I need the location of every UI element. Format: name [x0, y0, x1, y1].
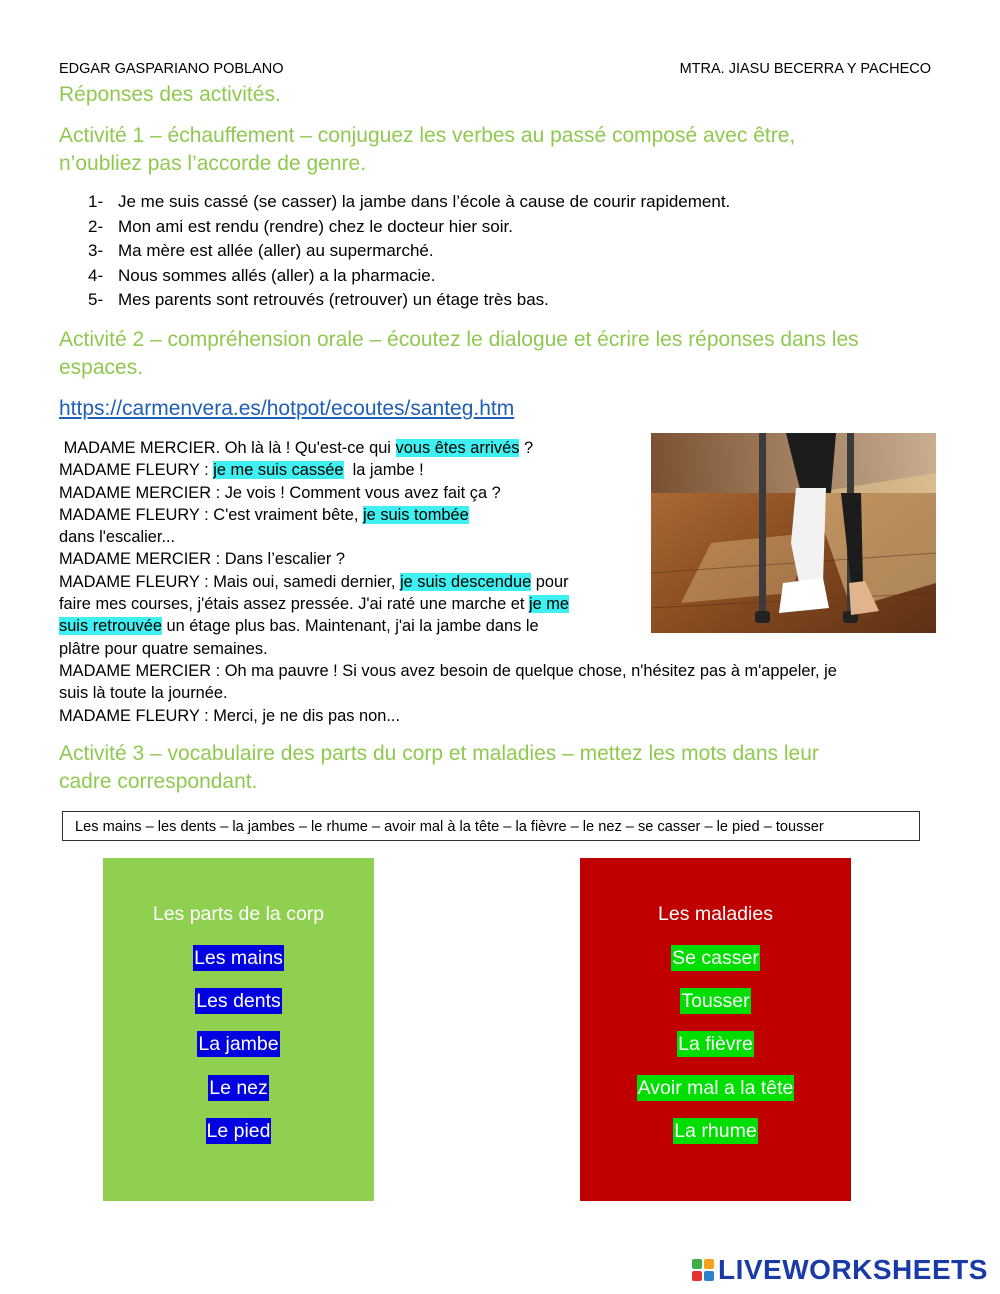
list-item — [88, 215, 730, 240]
activity-1-heading-line2: n’oubliez pas l’accorde de genre. — [59, 152, 367, 175]
dialogue-text-segment: MADAME MERCIER. Oh là là ! Qu'est-ce qui — [59, 439, 396, 457]
logo-square — [692, 1259, 702, 1269]
logo-square — [704, 1271, 714, 1281]
drop-item[interactable] — [103, 945, 374, 971]
illnesses-title: Les maladies — [658, 903, 773, 925]
answer-word: La fièvre — [678, 1033, 753, 1055]
dialogue-text-segment: faire mes courses, j'étais assez pressée. J'ai raté une marche et — [59, 595, 529, 614]
drop-item[interactable] — [103, 988, 374, 1014]
activity-3-heading-line1: Activité 3 – vocabulaire des parts du corp et maladies – mettez les mots dans leur — [59, 742, 819, 765]
logo-wordmark: LIVEWORKSHEETS — [718, 1254, 988, 1285]
dialogue-line — [59, 459, 929, 481]
body-parts-box — [103, 858, 374, 1201]
logo-square — [692, 1271, 702, 1281]
teacher-name: MTRA. JIASU BECERRA Y PACHECO — [679, 61, 931, 77]
drop-item[interactable] — [580, 988, 851, 1014]
liveworksheets-logo — [692, 1254, 988, 1286]
activity-2-heading — [59, 326, 959, 382]
answer-word: Avoir mal a la tête — [637, 1077, 794, 1099]
drop-item[interactable] — [103, 1075, 374, 1101]
activity-3-heading — [59, 740, 959, 796]
activity-1-list — [88, 190, 730, 313]
list-text: Mon ami est rendu (rendre) chez le docteur hier soir. — [118, 216, 513, 236]
answer-word: Se casser — [672, 947, 759, 969]
list-text: Nous sommes allés (aller) a la pharmacie. — [118, 265, 436, 285]
answer-word: Les dents — [196, 990, 281, 1012]
answer-highlight: suis retrouvée — [59, 617, 162, 636]
dialogue-text-segment: la jambe ! — [343, 461, 424, 480]
dialogue-line: MADAME MERCIER : Oh ma pauvre ! Si vous avez besoin de quelque chose, n'hésitez pas à m'appeler, je — [59, 661, 837, 680]
activity-2-heading-line1: Activité 2 – compréhension orale – écoutez le dialogue et écrire les réponses dans les — [59, 328, 859, 351]
word-bank: Les mains – les dents – la jambes – le rhume – avoir mal à la tête – la fièvre – le nez – se casser – le pied – tousser — [62, 811, 920, 841]
dialogue-text — [59, 437, 929, 727]
dialogue-line — [59, 593, 929, 615]
answer-highlight: je me suis cassée — [213, 461, 344, 480]
dialogue-line — [59, 437, 929, 459]
answer-word: Le pied — [206, 1120, 271, 1142]
list-number: 1- — [88, 192, 104, 211]
dialogue-line: MADAME MERCIER : Dans l’escalier ? — [59, 550, 345, 569]
dialogue-line: suis là toute la journée. — [59, 684, 228, 703]
list-item — [88, 239, 730, 264]
answer-word: Le nez — [209, 1077, 268, 1099]
answer-highlight: vous êtes arrivés — [395, 439, 520, 457]
dialogue-line: plâtre pour quatre semaines. — [59, 639, 268, 658]
dialogue-line — [59, 504, 929, 526]
logo-grid-icon — [692, 1259, 714, 1281]
drop-item[interactable] — [580, 1118, 851, 1144]
dialogue-text-segment: un étage plus bas. Maintenant, j'ai la jambe dans le — [161, 617, 539, 636]
drop-item[interactable] — [580, 1075, 851, 1101]
list-text: Je me suis cassé (se casser) la jambe dans l’école à cause de courir rapidement. — [118, 192, 731, 211]
dialogue-line: MADAME FLEURY : Merci, je ne dis pas non... — [59, 706, 400, 725]
student-name: EDGAR GASPARIANO POBLANO — [59, 61, 284, 77]
drop-item[interactable] — [580, 945, 851, 971]
activity-1-heading-line1: Activité 1 – échauffement – conjuguez les verbes au passé composé avec être, — [59, 124, 796, 147]
answer-highlight: je me — [528, 595, 570, 614]
dialogue-line — [59, 615, 929, 637]
dialogue-text-segment: MADAME FLEURY : — [59, 461, 214, 480]
dialogue-line: MADAME MERCIER : Je vois ! Comment vous avez fait ça ? — [59, 483, 501, 502]
dialogue-line — [59, 571, 929, 593]
page-title: Réponses des activités. — [59, 83, 281, 106]
dialogue-text-segment: MADAME FLEURY : C'est vraiment bête, — [59, 505, 364, 524]
activity-2-heading-line2: espaces. — [59, 356, 144, 379]
activity-1-heading — [59, 122, 959, 178]
dialogue-text-segment: MADAME FLEURY : Mais oui, samedi dernier, — [59, 572, 400, 591]
list-item — [88, 288, 730, 313]
dialogue-text-segment: ? — [519, 439, 534, 457]
list-text: Mes parents sont retrouvés (retrouver) un étage très bas. — [118, 290, 549, 309]
list-number: 4- — [88, 265, 104, 285]
answer-highlight: je suis descendue — [400, 572, 532, 591]
list-number: 2- — [88, 216, 104, 236]
dialogue-line: dans l'escalier... — [59, 528, 176, 547]
logo-square — [704, 1259, 714, 1269]
list-number: 3- — [88, 241, 104, 260]
drop-item[interactable] — [580, 1031, 851, 1057]
answer-word: La jambe — [198, 1033, 279, 1055]
list-item — [88, 264, 730, 289]
answer-word: La rhume — [674, 1120, 757, 1142]
answer-word: Tousser — [681, 990, 750, 1012]
drop-item[interactable] — [103, 1031, 374, 1057]
activity-3-heading-line2: cadre correspondant. — [59, 770, 258, 793]
illnesses-box — [580, 858, 851, 1201]
dialogue-text-segment: pour — [531, 572, 569, 591]
answer-highlight: je suis tombée — [363, 505, 469, 524]
list-item — [88, 190, 730, 215]
dialogue-link[interactable]: https://carmenvera.es/hotpot/ecoutes/santeg.htm — [59, 397, 515, 420]
drop-item[interactable] — [103, 1118, 374, 1144]
list-number: 5- — [88, 290, 104, 309]
list-text: Ma mère est allée (aller) au supermarché. — [118, 241, 434, 260]
answer-word: Les mains — [194, 947, 283, 969]
body-parts-title: Les parts de la corp — [152, 903, 325, 925]
